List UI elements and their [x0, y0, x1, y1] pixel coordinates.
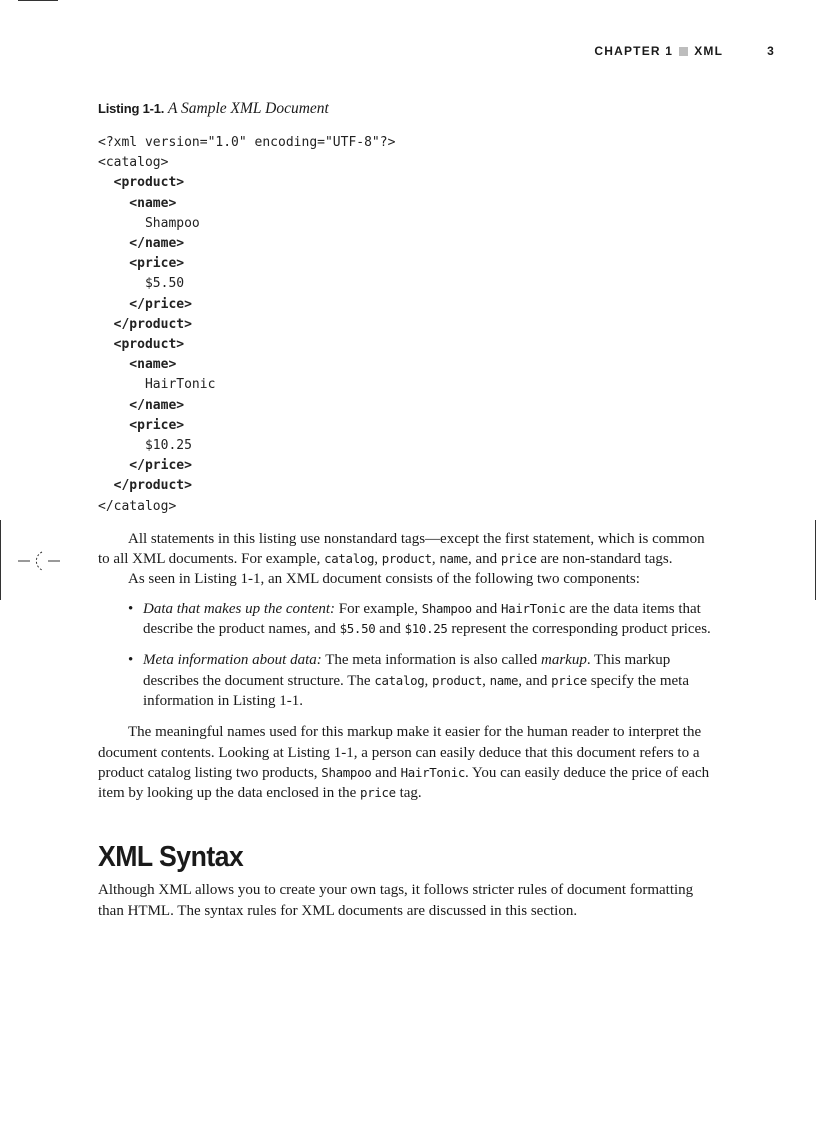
inline-code: HairTonic [501, 600, 566, 616]
paragraph-nonstandard-tags [98, 529, 718, 570]
running-header [594, 44, 775, 58]
emphasis: markup [541, 652, 587, 669]
inline-code: name [439, 551, 468, 567]
paragraph-syntax-intro: Although XML allows you to create your own tags, it follows stricter rules of document formatting than HTML. The syntax rules for XML documents are discussed in this section. [98, 882, 694, 919]
code-line: <name> [98, 195, 177, 211]
code-line: </product> [98, 478, 192, 494]
text: All statements in this listing use nonstandard tags—except the first statement, which is common to all XML documents. For example, [98, 530, 705, 568]
text: . This markup describes the document structure. The [143, 652, 671, 689]
code-line: <product> [98, 337, 185, 353]
text: , [482, 672, 490, 689]
listing-label: Listing 1-1. [98, 101, 165, 116]
text: are the data items that describe the product names, and [143, 600, 701, 638]
code-line: <product> [98, 175, 185, 191]
bullet-icon: • [128, 652, 134, 669]
paragraph-meaningful-names [98, 722, 718, 803]
bullet-icon: • [128, 600, 134, 617]
inline-code: price [551, 672, 587, 688]
text: and [471, 600, 501, 617]
inline-code: catalog [374, 672, 425, 688]
text: , [374, 551, 382, 568]
margin-rule-left [0, 520, 1, 600]
square-bullet-icon [679, 47, 688, 56]
list-item [98, 599, 718, 640]
code-line: HairTonic [98, 377, 216, 393]
registration-mark-icon [18, 546, 60, 576]
text: , [431, 551, 440, 568]
text: specify the meta information in Listing 1-1. [143, 672, 689, 709]
paragraph-components: As seen in Listing 1-1, an XML document consists of the following two components: [128, 571, 640, 588]
code-line: <price> [98, 417, 185, 433]
text: , and [518, 672, 552, 689]
chapter-title: XML [694, 44, 724, 58]
code-listing [98, 133, 718, 517]
text: The meta information is also called [321, 652, 541, 669]
inline-code: price [360, 785, 396, 801]
crop-line-top [18, 0, 58, 1]
inline-code: catalog [324, 551, 375, 567]
code-line: <name> [98, 357, 177, 373]
inline-code: Shampoo [421, 600, 472, 616]
chapter-label: CHAPTER 1 [594, 44, 674, 58]
code-line: $10.25 [98, 438, 192, 454]
code-line: </product> [98, 316, 192, 332]
text: tag. [395, 785, 422, 802]
code-line: </catalog> [98, 498, 177, 514]
text: , and [467, 551, 501, 568]
text: , [424, 672, 432, 689]
inline-code: product [431, 672, 483, 688]
text: represent the corresponding product prices. [447, 621, 711, 638]
text: The meaningful names used for this markup make it easier for the human reader to interpret the document contents. Looking at Listing 1-1, a person can easily deduce that this document refers to a product catalog listing two products, [98, 724, 702, 781]
text: and [371, 764, 401, 781]
code-line: </name> [98, 236, 185, 252]
page-content [98, 96, 718, 921]
listing-title: A Sample XML Document [167, 100, 329, 117]
inline-code: Shampoo [321, 764, 372, 780]
code-line: </price> [98, 296, 192, 312]
inline-code: price [500, 551, 537, 567]
bullet-list [98, 599, 718, 711]
inline-code: HairTonic [400, 764, 466, 780]
code-line: <?xml version="1.0" encoding="UTF-8"?> [98, 135, 396, 150]
inline-code: name [489, 672, 519, 688]
text: are non-standard tags. [536, 551, 673, 568]
code-line: $5.50 [98, 276, 185, 292]
text: and [375, 621, 405, 638]
text: . You can easily deduce the price of each item by looking up the data enclosed in the [98, 764, 710, 802]
section-heading: XML Syntax [98, 841, 244, 874]
list-item [98, 650, 718, 711]
code-line: </price> [98, 458, 192, 474]
inline-code: product [381, 551, 432, 567]
listing-caption [98, 99, 718, 119]
text: For example, [335, 600, 422, 617]
bullet-lead: Meta information about data: [143, 652, 322, 669]
bullet-lead: Data that makes up the content: [143, 600, 336, 617]
inline-code: $5.50 [339, 621, 376, 637]
code-line: <price> [98, 256, 185, 272]
page-number: 3 [767, 44, 775, 58]
code-line: Shampoo [98, 215, 200, 231]
code-line: </name> [98, 397, 185, 413]
inline-code: $10.25 [404, 621, 448, 637]
code-line: <catalog> [98, 155, 169, 171]
